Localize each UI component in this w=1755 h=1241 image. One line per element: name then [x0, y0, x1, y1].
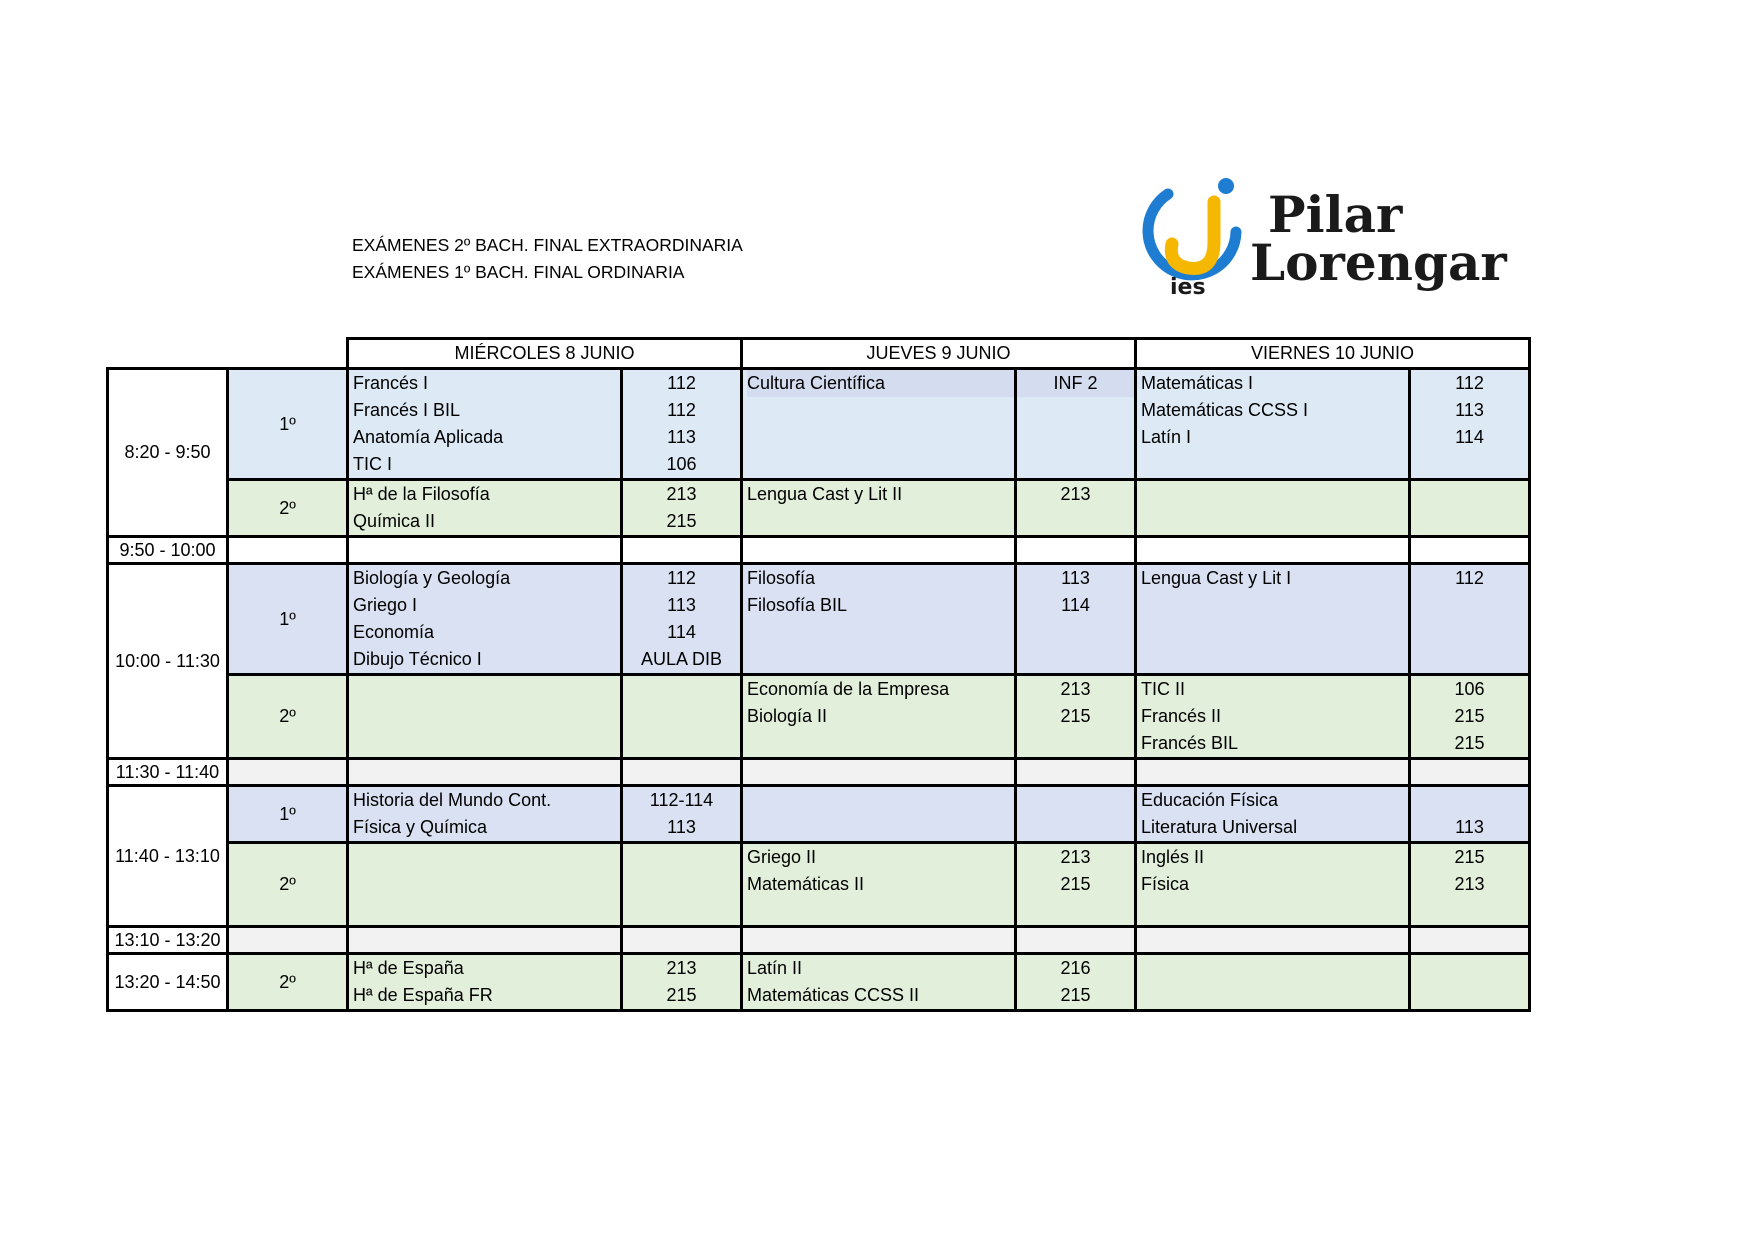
- subject: Latín II: [747, 958, 803, 978]
- rooms-cell: [1410, 564, 1530, 675]
- room: 215: [1060, 985, 1091, 1005]
- room: 215: [666, 985, 697, 1005]
- room: 213: [1060, 847, 1091, 867]
- break-row: [108, 759, 1530, 786]
- room: 112: [1455, 568, 1484, 588]
- rooms-cell: [1016, 564, 1136, 675]
- subject: Química II: [353, 511, 436, 531]
- subject: Biología y Geología: [353, 568, 511, 588]
- slot-row: [108, 564, 1530, 675]
- day-header-thursday: JUEVES 9 JUNIO: [742, 339, 1136, 369]
- level-label: 1º: [228, 564, 348, 675]
- subject: Matemáticas CCSS II: [747, 985, 920, 1005]
- rooms-cell: [1410, 369, 1530, 480]
- subjects-cell: [1136, 564, 1410, 675]
- logo-yellow-hook: [1171, 202, 1214, 268]
- subject: Francés BIL: [1141, 733, 1239, 753]
- subject: Anatomía Aplicada: [353, 427, 504, 447]
- rooms-cell: [1016, 675, 1136, 759]
- corner-blank: [228, 339, 348, 369]
- subjects-cell: [742, 480, 1016, 537]
- heading-line-1: EXÁMENES 2º BACH. FINAL EXTRAORDINARIA: [352, 235, 743, 255]
- time-slot: 10:00 - 11:30: [108, 564, 228, 759]
- room: 215: [1454, 733, 1485, 753]
- subjects-cell: [348, 843, 622, 927]
- subject: Matemáticas CCSS I: [1141, 400, 1309, 420]
- subject: Filosofía BIL: [747, 595, 848, 615]
- subject: Hª de la Filosofía: [353, 484, 490, 504]
- subject: Historia del Mundo Cont.: [353, 790, 552, 810]
- room: 213: [666, 484, 697, 504]
- subject: Lengua Cast y Lit I: [1141, 568, 1292, 588]
- slot-row: [108, 369, 1530, 480]
- room: 113: [667, 427, 696, 447]
- subject: Física: [1141, 874, 1190, 894]
- room: 114: [667, 622, 696, 642]
- day-header-row: [108, 339, 1530, 369]
- subject: Matemáticas I: [1141, 373, 1254, 393]
- subjects-cell: [742, 843, 1016, 927]
- subject: Latín I: [1141, 427, 1192, 447]
- subject: Física y Química: [353, 817, 488, 837]
- subject: Educación Física: [1141, 790, 1279, 810]
- room: [1411, 787, 1528, 814]
- rooms-cell: [622, 786, 742, 843]
- level-label: 2º: [228, 480, 348, 537]
- logo-line-1: Pilar: [1268, 185, 1403, 244]
- room: 112: [667, 400, 696, 420]
- subject: Dibujo Técnico I: [353, 649, 482, 669]
- subject: Literatura Universal: [1141, 817, 1298, 837]
- subject: Economía de la Empresa: [747, 679, 950, 699]
- subjects-cell: [1136, 786, 1410, 843]
- school-logo: [1128, 172, 1528, 300]
- subjects-cell: [1136, 369, 1410, 480]
- room: 114: [1061, 595, 1090, 615]
- subjects-cell: [742, 675, 1016, 759]
- day-header-wednesday: MIÉRCOLES 8 JUNIO: [348, 339, 742, 369]
- subject: Cultura Científica: [747, 370, 1014, 397]
- time-slot: 9:50 - 10:00: [108, 537, 228, 564]
- subjects-cell: [1136, 675, 1410, 759]
- room: 215: [666, 511, 697, 531]
- time-slot: 13:10 - 13:20: [108, 927, 228, 954]
- rooms-cell: [622, 675, 742, 759]
- subject: Filosofía: [747, 568, 816, 588]
- subject: Inglés II: [1141, 847, 1205, 867]
- room: 213: [1454, 874, 1485, 894]
- room: 215: [1454, 847, 1485, 867]
- subject: Economía: [353, 622, 435, 642]
- room: 215: [1454, 706, 1485, 726]
- rooms-cell: [1016, 843, 1136, 927]
- level-label: 2º: [228, 675, 348, 759]
- subjects-cell: [348, 786, 622, 843]
- day-header-friday: VIERNES 10 JUNIO: [1136, 339, 1530, 369]
- rooms-cell: [1016, 369, 1136, 480]
- level-blank: [228, 759, 348, 786]
- rooms-cell: [622, 480, 742, 537]
- subjects-cell: [1136, 843, 1410, 927]
- slot-row: [108, 954, 1530, 1011]
- logo-small-text: ies: [1170, 275, 1206, 300]
- rooms-cell: [622, 954, 742, 1011]
- rooms-cell: [1016, 480, 1136, 537]
- slot-row: [108, 480, 1530, 537]
- time-slot: 11:40 - 13:10: [108, 786, 228, 927]
- room: 112: [667, 568, 696, 588]
- room: AULA DIB: [640, 649, 723, 669]
- subjects-cell: [348, 480, 622, 537]
- slot-row: [108, 786, 1530, 843]
- room: 112: [667, 373, 696, 393]
- subject: Lengua Cast y Lit II: [747, 484, 903, 504]
- rooms-cell: [1016, 786, 1136, 843]
- subjects-cell: [348, 954, 622, 1011]
- time-slot: 11:30 - 11:40: [108, 759, 228, 786]
- subject: Francés I BIL: [353, 400, 461, 420]
- room: 113: [667, 817, 696, 837]
- rooms-cell: [1410, 954, 1530, 1011]
- break-row: [108, 537, 1530, 564]
- slot-row: [108, 675, 1530, 759]
- room: 106: [666, 454, 697, 474]
- room: 114: [1455, 427, 1484, 447]
- subject: TIC II: [1141, 679, 1185, 699]
- room: 216: [1060, 958, 1091, 978]
- subject: Griego II: [747, 847, 817, 867]
- level-label: 2º: [228, 843, 348, 927]
- subjects-cell: [1136, 954, 1410, 1011]
- room: 112-114: [649, 790, 714, 810]
- level-label: 1º: [228, 369, 348, 480]
- document-heading: [352, 232, 743, 286]
- subjects-cell: [742, 369, 1016, 480]
- room: 113: [1455, 400, 1484, 420]
- slot-row: [108, 843, 1530, 927]
- break-row: [108, 927, 1530, 954]
- room: 112: [1455, 373, 1484, 393]
- room: 113: [1061, 568, 1090, 588]
- subjects-cell: [742, 954, 1016, 1011]
- level-label: 2º: [228, 954, 348, 1011]
- subjects-cell: [1136, 480, 1410, 537]
- subject: Francés II: [1141, 706, 1222, 726]
- rooms-cell: [1410, 843, 1530, 927]
- time-slot: 8:20 - 9:50: [108, 369, 228, 537]
- room: 213: [666, 958, 697, 978]
- exam-schedule-table: [106, 337, 1531, 1012]
- subject: TIC I: [353, 454, 392, 474]
- rooms-cell: [1016, 954, 1136, 1011]
- rooms-cell: [622, 843, 742, 927]
- subjects-cell: [742, 564, 1016, 675]
- room: 215: [1060, 706, 1091, 726]
- rooms-cell: [622, 369, 742, 480]
- subjects-cell: [348, 369, 622, 480]
- rooms-cell: [1410, 786, 1530, 843]
- room: 213: [1060, 484, 1091, 504]
- room: 113: [1455, 817, 1484, 837]
- subject: Francés I: [353, 373, 429, 393]
- subjects-cell: [742, 786, 1016, 843]
- room: 106: [1454, 679, 1485, 699]
- logo-dot: [1218, 178, 1234, 194]
- level-blank: [228, 927, 348, 954]
- heading-line-2: EXÁMENES 1º BACH. FINAL ORDINARIA: [352, 262, 685, 282]
- room: 213: [1060, 679, 1091, 699]
- subject: Matemáticas II: [747, 874, 865, 894]
- room: 215: [1060, 874, 1091, 894]
- subjects-cell: [348, 675, 622, 759]
- rooms-cell: [622, 564, 742, 675]
- level-blank: [228, 537, 348, 564]
- room: INF 2: [1017, 370, 1134, 397]
- subject: Hª de España: [353, 958, 464, 978]
- subject: Hª de España FR: [353, 985, 493, 1005]
- corner-blank: [108, 339, 228, 369]
- level-label: 1º: [228, 786, 348, 843]
- rooms-cell: [1410, 480, 1530, 537]
- logo-line-2: Lorengar: [1250, 233, 1507, 292]
- rooms-cell: [1410, 675, 1530, 759]
- subject: Griego I: [353, 595, 418, 615]
- subjects-cell: [348, 564, 622, 675]
- subject: Biología II: [747, 706, 828, 726]
- room: 113: [667, 595, 696, 615]
- time-slot: 13:20 - 14:50: [108, 954, 228, 1011]
